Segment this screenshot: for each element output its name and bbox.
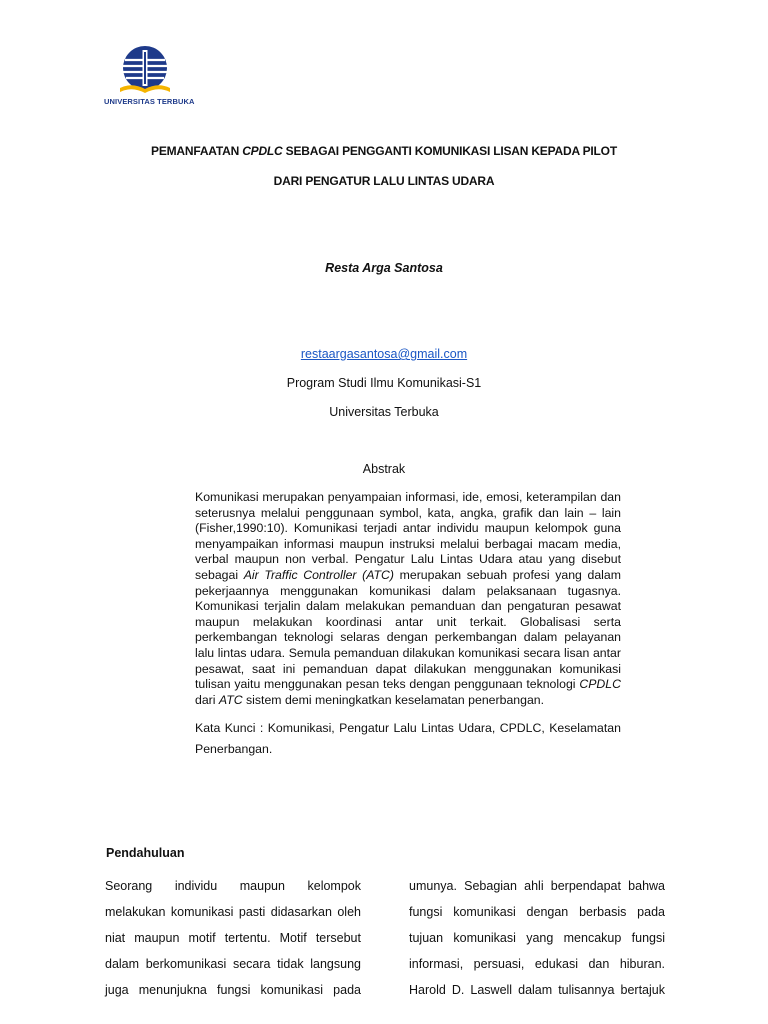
body-line: juga menunjukna fungsi komunikasi pada [105,983,361,997]
abstract-text: dari [195,692,219,707]
section-heading: Pendahuluan [106,846,185,860]
body-line: dalam berkomunikasi secara tidak langsung [105,957,361,971]
abstract-italic-term: CPDLC [579,677,621,692]
abstract-paragraph [195,490,621,708]
university-emblem-icon [112,44,178,96]
abstract-text: sistem demi meningkatkan keselamatan penerbangan. [242,692,545,707]
body-line: fungsi komunikasi dengan berbasis pada [409,905,665,919]
study-program: Program Studi Ilmu Komunikasi-S1 [286,376,482,390]
body-line: Seorang individu maupun kelompok [105,879,361,893]
title-text: SEBAGAI PENGGANTI KOMUNIKASI LISAN KEPADA PILOT [282,144,617,158]
abstract-italic-term: ATC [218,692,243,707]
body-line: umunya. Sebagian ahli berpendapat bahwa [409,879,665,893]
logo-text: UNIVERSITAS TERBUKA [104,97,195,106]
author-email-row [0,347,768,361]
left-column [105,873,361,1003]
title-text: PEMANFAATAN [151,144,243,158]
body-line: melakukan komunikasi pasti didasarkan oleh [105,905,361,919]
body-line: tujuan komunikasi yang mencakup fungsi [409,931,665,945]
body-line: informasi, persuasi, edukasi dan hiburan. [409,957,665,971]
abstract-heading: Abstrak [362,462,406,476]
paper-title-line-2: DARI PENGATUR LALU LINTAS UDARA [273,174,495,188]
university-logo [104,44,195,106]
title-italic-term: CPDLC [242,144,283,158]
author-email-link[interactable]: restaargasantosa@gmail.com [300,347,468,361]
right-column [409,873,665,1003]
abstract-text: Komunikasi merupakan penyampaian informasi, ide, emosi, keterampilan dan seterusnya melalui penggunaan symbol, kata, angka, grafik dan lain – lain (Fisher,1990:10). Komunikasi terjadi antar individu maupun kelompok guna menyampaikan informasi maupun instruksi melalui berbagai macam media, verbal maupun non verbal. Pengatur Lalu Lintas Udara atau yang disebut sebagai [195,490,621,582]
body-line: niat maupun motif tertentu. Motif tersebut [105,931,361,945]
university-name: Universitas Terbuka [329,405,439,419]
body-line: Harold D. Laswell dalam tulisannya bertajuk [409,983,665,997]
author-name: Resta Arga Santosa [325,261,443,275]
keywords: Kata Kunci : Komunikasi, Pengatur Lalu Lintas Udara, CPDLC, Keselamatan Penerbangan. [195,721,621,757]
abstract-body [195,490,621,760]
paper-title-line-1 [0,144,768,158]
abstract-italic-term: Air Traffic Controller (ATC) [243,567,394,582]
abstract-text: merupakan sebuah profesi yang dalam pekerjaannya menggunakan komunikasi dalam pelaksanaan tugasnya. Komunikasi terjalin dalam melakukan pemanduan dan pengaturan pesawat maupun melakukan koordinasi antar unit terkait. Globalisasi serta perkembangan teknologi selaras dengan perkembangan dalam pelayanan lalu lintas udara. Semula pemanduan dilakukan komunikasi secara lisan antar pesawat, saat ini pemanduan dapat dilakukan menggunakan komunikasi tulisan yaitu menggunakan pesan teks dengan penggunaan teknologi [195,567,622,692]
